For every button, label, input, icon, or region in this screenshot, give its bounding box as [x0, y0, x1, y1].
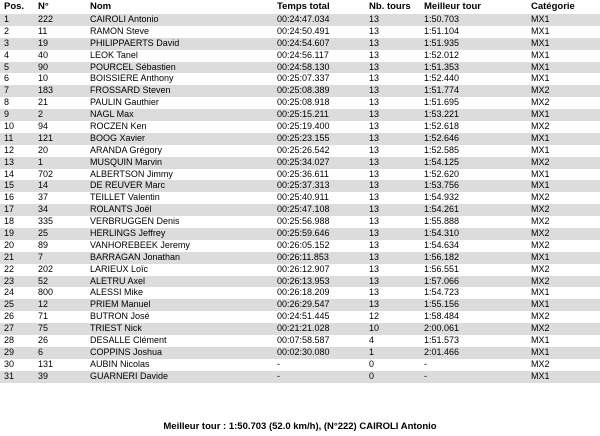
best-lap-summary: Meilleur tour : 1:50.703 (52.0 km/h), (N°222) CAIROLI Antonio: [163, 421, 437, 432]
cell-num: 2: [38, 109, 44, 120]
cell-time: 00:26:29.547: [277, 299, 330, 310]
table-row: [0, 371, 600, 383]
cell-num: 71: [38, 311, 49, 322]
cell-best: 1:51.573: [424, 335, 460, 346]
cell-best: 1:51.935: [424, 37, 460, 48]
cell-num: 131: [38, 358, 54, 369]
cell-cat: MX2: [531, 204, 550, 215]
table-row: [0, 264, 600, 276]
cell-laps: 13: [369, 287, 380, 298]
cell-best: 1:53.221: [424, 109, 460, 120]
cell-laps: 13: [369, 299, 380, 310]
cell-time: 00:25:47.108: [277, 204, 330, 215]
cell-laps: 13: [369, 73, 380, 84]
cell-name: ROCZEN Ken: [90, 121, 147, 132]
cell-cat: MX2: [531, 358, 550, 369]
cell-time: -: [277, 370, 280, 381]
cell-laps: 13: [369, 132, 380, 143]
cell-cat: MX2: [531, 263, 550, 274]
cell-cat: MX1: [531, 251, 550, 262]
cell-time: 00:21:21.028: [277, 323, 330, 334]
cell-time: 00:24:58.130: [277, 61, 330, 72]
cell-best: 1:53.756: [424, 180, 460, 191]
cell-name: PHILIPPAERTS David: [90, 37, 180, 48]
cell-best: 2:01.466: [424, 346, 460, 357]
cell-laps: 13: [369, 156, 380, 167]
cell-time: 00:25:26.542: [277, 144, 330, 155]
cell-name: LARIEUX Loïc: [90, 263, 149, 274]
cell-name: NAGL Max: [90, 109, 134, 120]
cell-laps: 13: [369, 121, 380, 132]
table-row: [0, 26, 600, 38]
cell-name: VERBRUGGEN Denis: [90, 216, 180, 227]
table-row: [0, 347, 600, 359]
cell-pos: 2: [4, 25, 10, 36]
cell-num: 37: [38, 192, 49, 203]
cell-best: 1:52.646: [424, 132, 460, 143]
cell-pos: 30: [4, 358, 15, 369]
cell-num: 94: [38, 121, 49, 132]
cell-pos: 1: [4, 14, 10, 24]
cell-name: ALESSI Mike: [90, 287, 144, 298]
cell-pos: 13: [4, 156, 15, 167]
cell-pos: 23: [4, 275, 15, 286]
cell-num: 21: [38, 97, 49, 108]
cell-time: 00:25:08.389: [277, 85, 330, 96]
cell-name: GUARNERI Davide: [90, 370, 169, 381]
cell-best: 1:52.440: [424, 73, 460, 84]
cell-best: 1:54.634: [424, 239, 460, 250]
cell-best: 1:57.066: [424, 275, 460, 286]
cell-pos: 19: [4, 228, 15, 239]
cell-time: 00:07:58.587: [277, 335, 330, 346]
cell-name: BARRAGAN Jonathan: [90, 251, 181, 262]
cell-cat: MX2: [531, 192, 550, 203]
cell-cat: MX2: [531, 228, 550, 239]
cell-time: 00:24:47.034: [277, 14, 330, 24]
cell-num: 222: [38, 14, 54, 24]
cell-time: 00:24:50.491: [277, 25, 330, 36]
cell-time: 00:25:56.988: [277, 216, 330, 227]
cell-pos: 8: [4, 97, 10, 108]
cell-pos: 24: [4, 287, 15, 298]
table-row: [0, 73, 600, 85]
cell-pos: 28: [4, 335, 15, 346]
cell-name: LEOK Tanel: [90, 49, 138, 60]
cell-num: 89: [38, 239, 49, 250]
table-row: [0, 157, 600, 169]
cell-name: HERLINGS Jeffrey: [90, 228, 166, 239]
table-row: [0, 335, 600, 347]
cell-best: -: [424, 370, 427, 381]
cell-pos: 29: [4, 346, 15, 357]
cell-cat: MX2: [531, 216, 550, 227]
cell-name: DE REUVER Marc: [90, 180, 166, 191]
cell-cat: MX2: [531, 239, 550, 250]
cell-cat: MX1: [531, 144, 550, 155]
cell-best: 1:56.182: [424, 251, 460, 262]
cell-best: 1:54.261: [424, 204, 460, 215]
cell-best: 1:54.125: [424, 156, 460, 167]
cell-num: 40: [38, 49, 49, 60]
cell-laps: 13: [369, 61, 380, 72]
cell-best: 1:51.695: [424, 97, 460, 108]
cell-pos: 5: [4, 61, 10, 72]
cell-num: 25: [38, 228, 49, 239]
cell-best: -: [424, 358, 427, 369]
cell-num: 121: [38, 132, 54, 143]
cell-pos: 12: [4, 144, 15, 155]
cell-num: 6: [38, 346, 44, 357]
cell-best: 1:55.156: [424, 299, 460, 310]
cell-name: PAULIN Gauthier: [90, 97, 159, 108]
cell-laps: 13: [369, 49, 380, 60]
cell-num: 183: [38, 85, 54, 96]
table-body: [0, 14, 600, 383]
cell-num: 12: [38, 299, 49, 310]
cell-num: 52: [38, 275, 49, 286]
cell-num: 14: [38, 180, 49, 191]
cell-laps: 13: [369, 97, 380, 108]
table-row: [0, 228, 600, 240]
table-row: [0, 216, 600, 228]
cell-laps: 13: [369, 204, 380, 215]
table-row: [0, 204, 600, 216]
cell-name: DESALLE Clément: [90, 335, 167, 346]
cell-name: AUBIN Nicolas: [90, 358, 150, 369]
cell-best: 1:52.620: [424, 168, 460, 179]
cell-cat: MX2: [531, 311, 550, 322]
table-row: [0, 109, 600, 121]
cell-time: 00:25:59.646: [277, 228, 330, 239]
cell-laps: 4: [369, 335, 375, 346]
table-row: [0, 14, 600, 26]
cell-cat: MX2: [531, 97, 550, 108]
cell-best: 1:52.585: [424, 144, 460, 155]
cell-laps: 13: [369, 275, 380, 286]
cell-name: RAMON Steve: [90, 25, 150, 36]
cell-name: POURCEL Sébastien: [90, 61, 176, 72]
cell-num: 800: [38, 287, 54, 298]
cell-time: 00:25:37.313: [277, 180, 330, 191]
cell-pos: 16: [4, 192, 15, 203]
table-row: [0, 85, 600, 97]
cell-laps: 13: [369, 144, 380, 155]
cell-time: 00:02:30.080: [277, 346, 330, 357]
cell-best: 1:54.932: [424, 192, 460, 203]
cell-laps: 13: [369, 180, 380, 191]
cell-num: 20: [38, 144, 49, 155]
header-name: Nom: [90, 1, 112, 12]
cell-cat: MX1: [531, 287, 550, 298]
header-laps: Nb. tours: [369, 1, 411, 12]
cell-time: 00:25:36.611: [277, 168, 329, 179]
cell-time: 00:25:34.027: [277, 156, 330, 167]
table-header: [0, 0, 600, 14]
cell-laps: 13: [369, 25, 380, 36]
cell-best: 1:52.012: [424, 49, 460, 60]
table-row: [0, 359, 600, 371]
cell-name: PRIEM Manuel: [90, 299, 151, 310]
cell-time: 00:25:15.211: [277, 109, 329, 120]
cell-cat: MX1: [531, 180, 550, 191]
cell-pos: 21: [4, 251, 15, 262]
cell-cat: MX1: [531, 109, 550, 120]
cell-laps: 13: [369, 216, 380, 227]
cell-best: 1:51.353: [424, 61, 460, 72]
cell-pos: 4: [4, 49, 10, 60]
cell-num: 26: [38, 335, 49, 346]
cell-best: 1:51.104: [424, 25, 460, 36]
cell-best: 2:00.061: [424, 323, 460, 334]
table-row: [0, 121, 600, 133]
cell-time: 00:25:23.155: [277, 132, 330, 143]
cell-cat: MX1: [531, 61, 550, 72]
header-time: Temps total: [277, 1, 330, 12]
table-row: [0, 145, 600, 157]
cell-laps: 10: [369, 323, 380, 334]
table-row: [0, 299, 600, 311]
table-row: [0, 323, 600, 335]
cell-best: 1:50.703: [424, 14, 460, 24]
cell-pos: 22: [4, 263, 15, 274]
cell-best: 1:55.888: [424, 216, 460, 227]
table-row: [0, 50, 600, 62]
table-row: [0, 240, 600, 252]
cell-time: 00:25:19.400: [277, 121, 330, 132]
table-row: [0, 62, 600, 74]
cell-cat: MX2: [531, 121, 550, 132]
cell-cat: MX1: [531, 299, 550, 310]
cell-name: FROSSARD Steven: [90, 85, 171, 96]
cell-time: 00:26:13.953: [277, 275, 330, 286]
cell-name: BOISSIERE Anthony: [90, 73, 174, 84]
cell-name: TRIEST Nick: [90, 323, 142, 334]
cell-laps: 13: [369, 239, 380, 250]
cell-cat: MX1: [531, 49, 550, 60]
cell-name: TEILLET Valentin: [90, 192, 160, 203]
cell-pos: 7: [4, 85, 10, 96]
cell-name: VANHOREBEEK Jeremy: [90, 239, 190, 250]
cell-cat: MX2: [531, 156, 550, 167]
cell-laps: 0: [369, 370, 375, 381]
cell-cat: MX1: [531, 132, 550, 143]
cell-name: ALETRU Axel: [90, 275, 146, 286]
cell-pos: 11: [4, 132, 14, 143]
cell-laps: 13: [369, 192, 380, 203]
cell-num: 1: [38, 156, 44, 167]
table-row: [0, 133, 600, 145]
cell-laps: 13: [369, 85, 380, 96]
cell-num: 7: [38, 251, 44, 262]
cell-name: ARANDA Grégory: [90, 144, 163, 155]
cell-time: 00:24:51.445: [277, 311, 330, 322]
cell-pos: 14: [4, 168, 15, 179]
cell-name: CAIROLI Antonio: [90, 14, 159, 24]
cell-laps: 13: [369, 37, 380, 48]
cell-cat: MX1: [531, 14, 550, 24]
table-row: [0, 38, 600, 50]
cell-pos: 15: [4, 180, 15, 191]
cell-num: 39: [38, 370, 49, 381]
table-row: [0, 97, 600, 109]
cell-best: 1:54.310: [424, 228, 460, 239]
cell-time: 00:26:18.209: [277, 287, 330, 298]
cell-pos: 10: [4, 121, 15, 132]
header-cat: Catégorie: [531, 1, 575, 12]
cell-laps: 13: [369, 251, 380, 262]
header-num: N°: [38, 1, 49, 12]
cell-num: 90: [38, 61, 49, 72]
cell-cat: MX1: [531, 37, 550, 48]
cell-time: 00:25:40.911: [277, 192, 329, 203]
cell-laps: 13: [369, 228, 380, 239]
cell-name: ALBERTSON Jimmy: [90, 168, 173, 179]
cell-num: 19: [38, 37, 49, 48]
cell-name: BOOG Xavier: [90, 132, 146, 143]
cell-best: 1:56.551: [424, 263, 460, 274]
table-row: [0, 287, 600, 299]
cell-time: 00:26:05.152: [277, 239, 330, 250]
cell-pos: 20: [4, 239, 15, 250]
cell-cat: MX1: [531, 73, 550, 84]
cell-name: BUTRON José: [90, 311, 150, 322]
table-row: [0, 276, 600, 288]
cell-best: 1:58.484: [424, 311, 460, 322]
cell-time: -: [277, 358, 280, 369]
cell-pos: 18: [4, 216, 15, 227]
cell-time: 00:26:11.853: [277, 251, 329, 262]
cell-time: 00:26:12.907: [277, 263, 330, 274]
table-row: [0, 169, 600, 181]
cell-cat: MX1: [531, 346, 550, 357]
cell-time: 00:24:56.117: [277, 49, 329, 60]
cell-laps: 13: [369, 14, 380, 24]
cell-name: ROLANTS Joël: [90, 204, 152, 215]
cell-cat: MX2: [531, 85, 550, 96]
cell-cat: MX1: [531, 370, 550, 381]
cell-laps: 1: [369, 346, 375, 357]
cell-laps: 13: [369, 263, 380, 274]
cell-cat: MX1: [531, 335, 550, 346]
cell-num: 335: [38, 216, 54, 227]
table-row: [0, 192, 600, 204]
cell-best: 1:51.774: [424, 85, 460, 96]
cell-laps: 13: [369, 109, 380, 120]
cell-num: 202: [38, 263, 54, 274]
cell-cat: MX1: [531, 25, 550, 36]
cell-time: 00:25:07.337: [277, 73, 330, 84]
cell-name: COPPINS Joshua: [90, 346, 163, 357]
cell-laps: 12: [369, 311, 380, 322]
cell-laps: 13: [369, 168, 380, 179]
header-best: Meilleur tour: [424, 1, 482, 12]
cell-num: 75: [38, 323, 49, 334]
cell-pos: 9: [4, 109, 10, 120]
cell-cat: MX2: [531, 275, 550, 286]
header-pos: Pos.: [4, 1, 25, 12]
cell-cat: MX1: [531, 168, 550, 179]
cell-num: 10: [38, 73, 49, 84]
cell-pos: 6: [4, 73, 10, 84]
cell-num: 34: [38, 204, 49, 215]
cell-pos: 17: [4, 204, 15, 215]
table-row: [0, 311, 600, 323]
cell-pos: 25: [4, 299, 15, 310]
cell-pos: 26: [4, 311, 15, 322]
cell-time: 00:25:08.918: [277, 97, 330, 108]
cell-pos: 31: [4, 370, 15, 381]
cell-name: MUSQUIN Marvin: [90, 156, 163, 167]
cell-num: 702: [38, 168, 54, 179]
table-row: [0, 252, 600, 264]
cell-num: 11: [38, 25, 48, 36]
table-row: [0, 180, 600, 192]
cell-cat: MX2: [531, 323, 550, 334]
cell-pos: 27: [4, 323, 15, 334]
cell-best: 1:52.618: [424, 121, 460, 132]
cell-pos: 3: [4, 37, 10, 48]
cell-laps: 0: [369, 358, 375, 369]
cell-time: 00:24:54.607: [277, 37, 330, 48]
cell-best: 1:54.723: [424, 287, 460, 298]
